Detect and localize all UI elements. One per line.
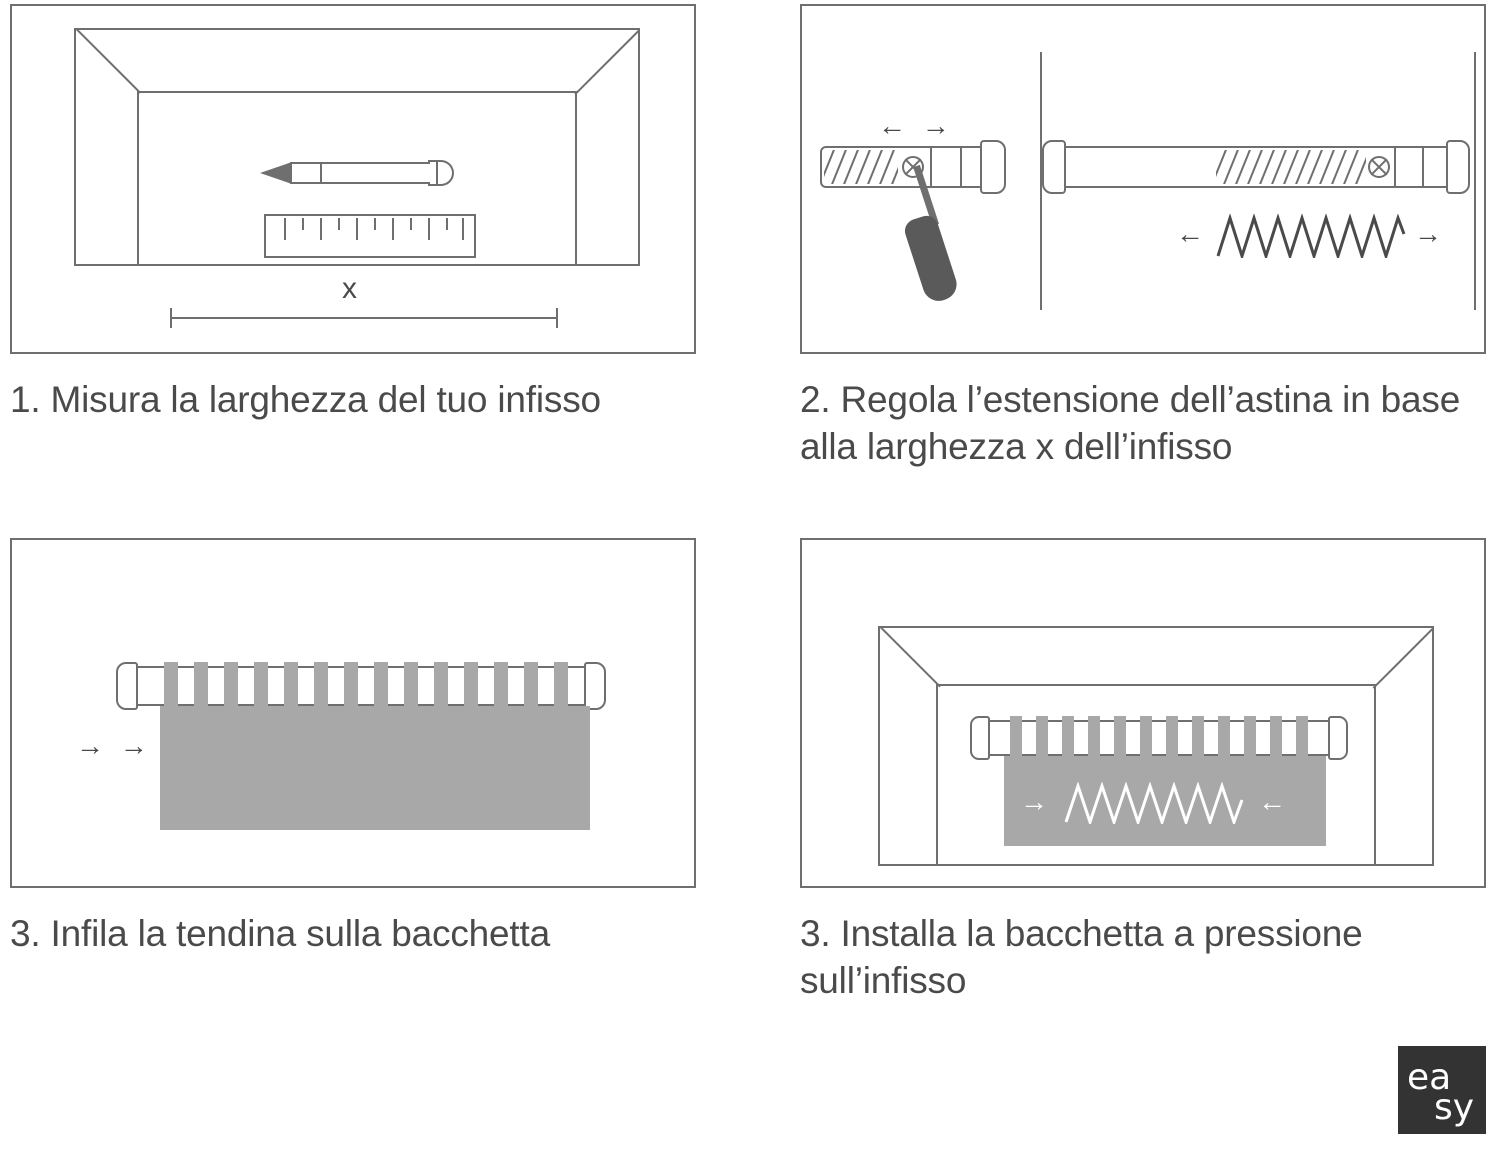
tab-loop-icon <box>1192 716 1204 762</box>
curtain-fabric-icon <box>160 706 590 830</box>
dimension-line-icon <box>170 306 558 330</box>
tab-loop-icon <box>314 662 328 712</box>
step-2-caption: 2. Regola l’estensione dell’astina in base alla larghezza x dell’infisso <box>800 379 1461 468</box>
tab-loop-icon <box>1036 716 1048 762</box>
rod-segment-line-4 <box>1422 148 1424 186</box>
rod-segment-line-1 <box>930 148 932 186</box>
step-3 <box>10 538 700 957</box>
screw-icon-right <box>1368 156 1390 178</box>
tab-loop-icon <box>404 662 418 712</box>
tab-loop-icon <box>524 662 538 712</box>
rod-cap-left-icon <box>980 140 1006 194</box>
curtain-rod-icon <box>976 720 1342 756</box>
dimension-label-x: x <box>342 272 357 305</box>
tab-loop-icon <box>464 662 478 712</box>
tab-loop-icon <box>254 662 268 712</box>
pencil-icon <box>260 156 460 190</box>
tab-loop-icon <box>554 662 568 712</box>
arrow-press-right: → <box>1020 786 1052 817</box>
curtain-rod-cap-left-icon <box>116 662 138 710</box>
tab-loop-icon <box>1244 716 1256 762</box>
tab-loop-icon <box>164 662 178 712</box>
tab-loop-icon <box>1010 716 1022 762</box>
curtain-rod-cap-left-icon <box>970 716 990 760</box>
wall-line-right-icon <box>1474 52 1476 310</box>
tab-loop-icon <box>1062 716 1074 762</box>
easy-logo <box>1398 1046 1486 1134</box>
tab-loop-icon <box>1218 716 1230 762</box>
tab-loop-icon <box>284 662 298 712</box>
rod-spring-hatch-right-icon <box>1216 150 1366 184</box>
step-4 <box>800 538 1490 1005</box>
curtain-rod-cap-right-icon <box>584 662 606 710</box>
step-3-caption: 3. Infila la tendina sulla bacchetta <box>10 913 550 954</box>
arrow-slide-direction: → → <box>76 730 152 761</box>
tab-loop-icon <box>1140 716 1152 762</box>
logo-text-line-1: ea <box>1407 1057 1452 1098</box>
tab-loop-icon <box>1270 716 1282 762</box>
rod-cap-right-end-icon <box>1446 140 1470 194</box>
tab-loop-icon <box>434 662 448 712</box>
arrow-extend-left-right: ← → <box>878 110 954 141</box>
rod-cap-right-start-icon <box>1042 140 1066 194</box>
spring-icon-step4 <box>1064 782 1244 824</box>
panel-measure-window <box>10 4 696 354</box>
tab-loop-icon <box>1114 716 1126 762</box>
step-4-caption: 3. Installa la bacchetta a pressione sull’infisso <box>800 913 1363 1002</box>
tab-loop-icon <box>1088 716 1100 762</box>
rod-segment-line-2 <box>960 148 962 186</box>
panel-adjust-rod <box>800 4 1486 354</box>
spring-icon-step2 <box>1216 214 1406 258</box>
ruler-icon <box>264 214 476 258</box>
panel-install-rod <box>800 538 1486 888</box>
tab-loop-icon <box>224 662 238 712</box>
arrow-press-left: ← <box>1258 786 1290 817</box>
tab-loop-icon <box>1296 716 1308 762</box>
tab-loop-icon <box>494 662 508 712</box>
step-1-caption: 1. Misura la larghezza del tuo infisso <box>10 379 601 420</box>
screwdriver-handle-icon <box>902 213 961 305</box>
tab-loop-icon <box>344 662 358 712</box>
tab-loop-icon <box>194 662 208 712</box>
rod-spring-hatch-left-icon <box>824 150 898 184</box>
arrow-spring-left: ← <box>1176 218 1208 249</box>
tab-loop-icon <box>374 662 388 712</box>
rod-segment-line-3 <box>1394 148 1396 186</box>
tab-loop-icon <box>1166 716 1178 762</box>
step-2 <box>800 4 1490 471</box>
arrow-spring-right: → <box>1414 218 1446 249</box>
step-1 <box>10 4 700 423</box>
logo-text-line-2: sy <box>1434 1087 1475 1128</box>
curtain-rod-cap-right-icon <box>1328 716 1348 760</box>
panel-slide-curtain <box>10 538 696 888</box>
